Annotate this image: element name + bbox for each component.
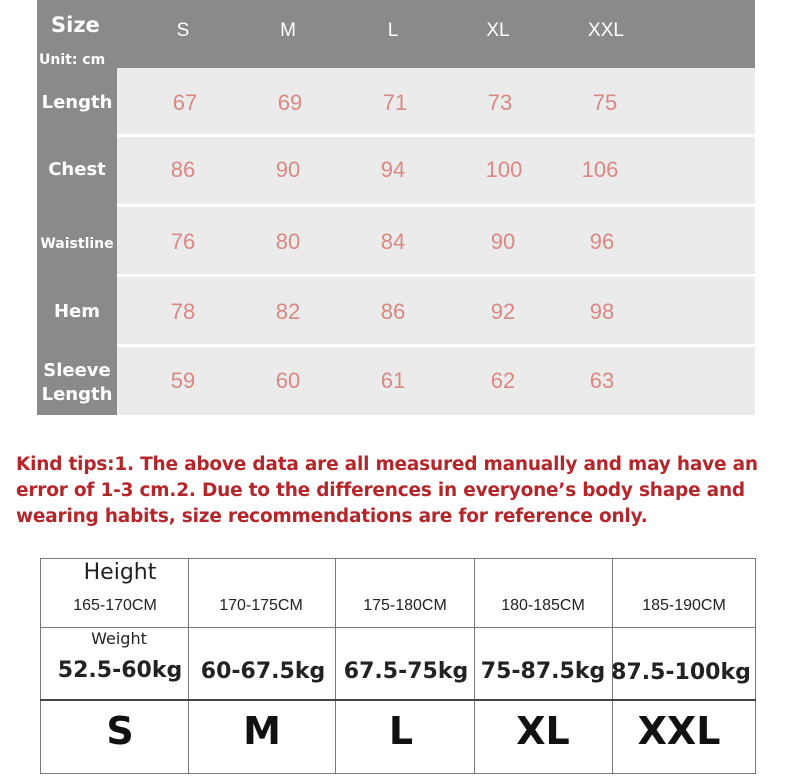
cell-hem-s: 78 — [170, 299, 196, 324]
weight-range-xl: 75-87.5kg — [480, 659, 606, 684]
grid-line — [40, 699, 756, 701]
row-label-length: Length — [41, 92, 113, 113]
row-label-hem: Hem — [53, 301, 101, 322]
height-range-xl: 180-185CM — [501, 597, 585, 614]
grid-line — [335, 558, 336, 774]
size-header-s: S — [176, 20, 190, 41]
cell-sleeve-l: 61 — [380, 368, 406, 393]
weight-range-l: 67.5-75kg — [343, 659, 469, 684]
recommended-size-l: L — [388, 709, 414, 753]
row-divider — [117, 204, 755, 207]
kind-tips — [16, 452, 786, 530]
cell-chest-s: 86 — [170, 157, 196, 182]
unit-label: Unit: cm — [39, 52, 106, 68]
grid-line — [474, 558, 475, 774]
row-label-chest: Chest — [48, 159, 106, 180]
row-label-length-2: Length — [41, 384, 113, 405]
height-range-m: 170-175CM — [219, 597, 303, 614]
cell-chest-m: 90 — [275, 157, 301, 182]
cell-hem-xxl: 98 — [589, 299, 615, 324]
cell-waistline-s: 76 — [170, 229, 196, 254]
row-label-waistline: Waistline — [40, 236, 114, 252]
cell-length-m: 69 — [277, 90, 303, 115]
weight-title: Weight — [91, 629, 147, 648]
cell-sleeve-s: 59 — [170, 368, 196, 393]
size-title: Size — [51, 13, 100, 37]
cell-waistline-l: 84 — [380, 229, 406, 254]
cell-sleeve-xl: 62 — [490, 368, 516, 393]
size-recommendation-table — [40, 558, 756, 774]
row-label-sleeve: Sleeve — [43, 360, 111, 381]
cell-length-xl: 73 — [487, 90, 513, 115]
tips-line-3: wearing habits, size recommendations are for reference only. — [16, 506, 648, 527]
recommended-size-xxl: XXL — [637, 709, 721, 753]
weight-range-s: 52.5-60kg — [57, 658, 183, 683]
recommended-size-s: S — [106, 709, 134, 753]
weight-range-xxl: 87.5-100kg — [611, 660, 751, 685]
cell-length-xxl: 75 — [592, 90, 618, 115]
grid-line — [40, 627, 756, 628]
cell-waistline-xxl: 96 — [589, 229, 615, 254]
cell-chest-xxl: 106 — [581, 157, 619, 182]
row-divider — [117, 344, 755, 347]
recommended-size-m: M — [243, 709, 281, 753]
grid-line — [755, 558, 756, 774]
height-title: Height — [83, 560, 157, 585]
row-divider — [117, 134, 755, 137]
height-range-l: 175-180CM — [363, 597, 447, 614]
cell-chest-xl: 100 — [485, 157, 523, 182]
grid-line — [188, 558, 189, 774]
tips-line-1: Kind tips:1. The above data are all measured manually and may have an — [16, 454, 758, 475]
height-range-s: 165-170CM — [73, 597, 157, 614]
cell-waistline-xl: 90 — [490, 229, 516, 254]
size-data-area — [117, 68, 755, 415]
size-chart — [37, 0, 755, 415]
grid-line — [40, 558, 41, 774]
size-header-m: M — [280, 20, 296, 41]
size-header-xl: XL — [486, 20, 510, 41]
size-header-l: L — [387, 20, 399, 41]
cell-hem-m: 82 — [275, 299, 301, 324]
cell-length-s: 67 — [172, 90, 198, 115]
cell-sleeve-m: 60 — [275, 368, 301, 393]
cell-hem-l: 86 — [380, 299, 406, 324]
size-header-xxl: XXL — [588, 20, 624, 41]
grid-line — [40, 773, 756, 774]
cell-sleeve-xxl: 63 — [589, 368, 615, 393]
cell-waistline-m: 80 — [275, 229, 301, 254]
tips-line-2: error of 1-3 cm.2. Due to the differences in everyone’s body shape and — [16, 480, 745, 501]
cell-length-l: 71 — [382, 90, 408, 115]
cell-hem-xl: 92 — [490, 299, 516, 324]
grid-line — [40, 558, 756, 559]
recommended-size-xl: XL — [516, 709, 570, 753]
row-divider — [117, 274, 755, 277]
weight-range-m: 60-67.5kg — [200, 659, 326, 684]
height-range-xxl: 185-190CM — [642, 597, 726, 614]
cell-chest-l: 94 — [380, 157, 406, 182]
